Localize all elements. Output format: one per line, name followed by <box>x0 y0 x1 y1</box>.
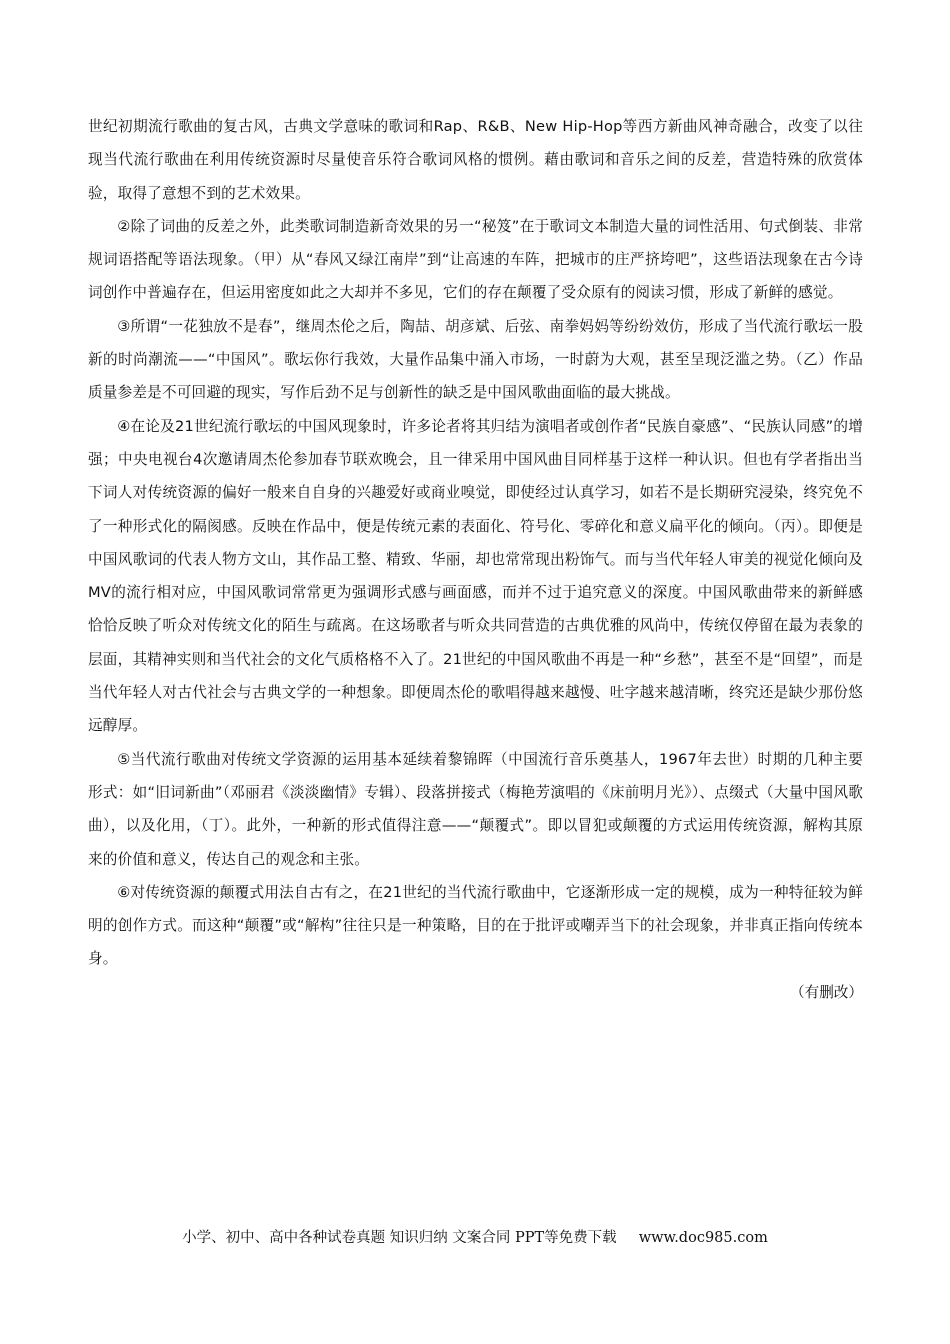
article-paragraph-continued: 世纪初期流行歌曲的复古风，古典文学意味的歌词和Rap、R&B、New Hip-Hop等西方新曲风神奇融合，改变了以往现当代流行歌曲在利用传统资源时尽量使音乐符合歌词风格的惯例。藉由歌词和音乐之间的反差，营造特殊的欣赏体验，取得了意想不到的艺术效果。 <box>88 118 863 202</box>
article-body <box>88 110 863 1009</box>
footer-url[interactable]: www.doc985.com <box>638 1230 768 1246</box>
page-footer <box>0 1226 950 1247</box>
article-paragraph-3: ③所谓“一花独放不是春”，继周杰伦之后，陶喆、胡彦斌、后弦、南拳妈妈等纷纷效仿，形成了当代流行歌坛一股新的时尚潮流——“中国风”。歌坛你行我效，大量作品集中涌入市场，一时蔚为大观，甚至呈现泛滥之势。（乙）作品质量参差是不可回避的现实，写作后劲不足与创新性的缺乏是中国风歌曲面临的最大挑战。 <box>88 317 863 402</box>
source-note: （有删改） <box>790 983 863 1001</box>
article-paragraph-2: ②除了词曲的反差之外，此类歌词制造新奇效果的另一“秘笈”在于歌词文本制造大量的词性活用、句式倒装、非常规词语搭配等语法现象。（甲）从“春风又绿江南岸”到“让高速的车阵，把城市的庄严挤垮吧”，这些语法现象在古今诗词创作中普遍存在，但运用密度如此之大却并不多见，它们的存在颠覆了受众原有的阅读习惯，形成了新鲜的感觉。 <box>88 217 863 302</box>
article-paragraph-4: ④在论及21世纪流行歌坛的中国风现象时，许多论者将其归结为演唱者或创作者“民族自豪感”、“民族认同感”的增强；中央电视台4次邀请周杰伦参加春节联欢晚会，且一律采用中国风曲目同样基于这样一种认识。但也有学者指出当下词人对传统资源的偏好一般来自自身的兴趣爱好或商业嗅觉，即使经过认真学习，如若不是长期研究浸染，终究免不了一种形式化的隔阂感。反映在作品中，便是传统元素的表面化、符号化、零碎化和意义扁平化的倾向。（丙）。即便是中国风歌词的代表人物方文山，其作品工整、精致、华丽，却也常常现出粉饰气。而与当代年轻人审美的视觉化倾向及MV的流行相对应，中国风歌词常常更为强调形式感与画面感，而并不过于追究意义的深度。中国风歌曲带来的新鲜感恰恰反映了听众对传统文化的陌生与疏离。在这场歌者与听众共同营造的古典优雅的风尚中，传统仅停留在最为表象的层面，其精神实则和当代社会的文化气质格格不入了。21世纪的中国风歌曲不再是一种“乡愁”，甚至不是“回望”，而是当代年轻人对古代社会与古典文学的一种想象。即便周杰伦的歌唱得越来越慢、吐字越来越清晰，终究还是缺少那份悠远醇厚。 <box>88 417 863 735</box>
footer-text: 小学、初中、高中各种试卷真题 知识归纳 文案合同 PPT等免费下载 <box>182 1230 617 1246</box>
article-paragraph-5: ⑤当代流行歌曲对传统文学资源的运用基本延续着黎锦晖（中国流行音乐奠基人，1967年去世）时期的几种主要形式：如“旧词新曲”（邓丽君《淡淡幽情》专辑）、段落拼接式（梅艳芳演唱的《床前明月光》）、点缀式（大量中国风歌曲），以及化用，（丁）。此外，一种新的形式值得注意——“颠覆式”。即以冒犯或颠覆的方式运用传统资源，解构其原来的价值和意义，传达自己的观念和主张。 <box>88 750 863 868</box>
article-paragraph-6: ⑥对传统资源的颠覆式用法自古有之，在21世纪的当代流行歌曲中，它逐渐形成一定的规模，成为一种特征较为鲜明的创作方式。而这种“颠覆”或“解构”往往只是一种策略，目的在于批评或嘲弄当下的社会现象，并非真正指向传统本身。 <box>88 883 863 968</box>
